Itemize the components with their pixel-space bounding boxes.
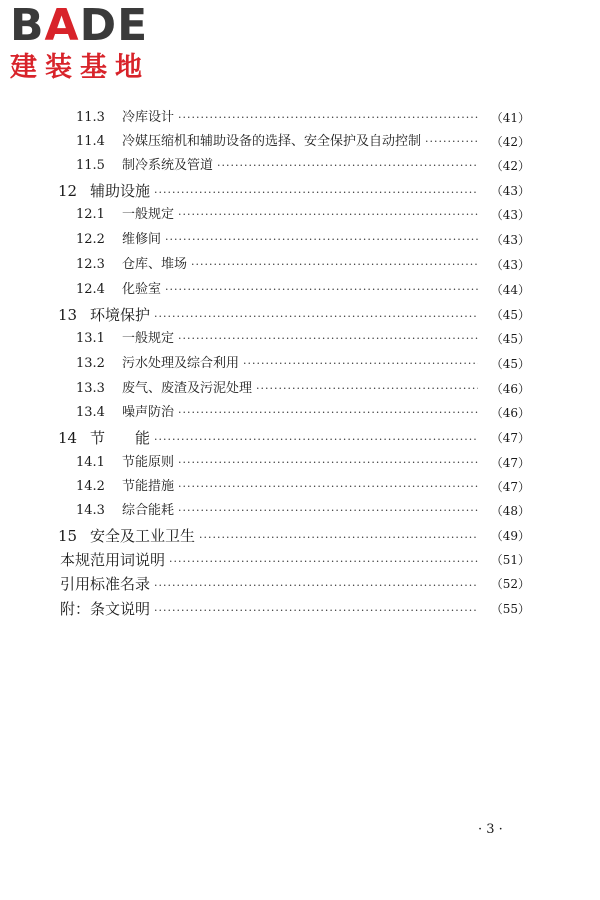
toc-entry-page: （47） [490,431,530,445]
toc-leader-dots [178,403,478,423]
toc-entry [76,501,530,521]
toc-entry-title: 冷媒压缩机和辅助设备的选择、安全保护及自动控制 [122,134,422,149]
logo-wordmark [10,2,180,50]
toc-leader-dots [199,528,478,548]
toc-leader-dots [178,108,478,128]
toc-entry [76,108,530,128]
toc-entry-number: 14.1 [76,455,105,470]
toc-entry [58,305,530,325]
toc-entry-page: （55） [490,602,530,616]
logo-letter-a: A [44,0,80,51]
toc-leader-dots [178,453,478,473]
toc-leader-dots [169,552,478,572]
toc-leader-dots [154,576,478,596]
toc-entry [76,280,530,300]
toc-leader-dots [256,379,478,399]
toc-entry-title: 化验室 [122,282,162,297]
logo-letters-de: DE [79,0,149,51]
toc-entry-number: 12.4 [76,282,105,297]
toc-entry-number: 14.3 [76,503,105,518]
toc-entry-page: （43） [490,233,530,247]
toc-entry-title: 节 能 [90,429,151,447]
toc-leader-dots [217,156,478,176]
toc-entry-number: 14 [58,429,78,447]
logo-tagline: 建装基地 [10,52,150,83]
page-number: · 3 · [478,822,503,837]
toc-leader-dots [191,255,478,275]
toc-leader-dots [178,477,478,497]
toc-entry-page: （52） [490,577,530,591]
toc-leader-dots [178,205,478,225]
toc-entry-title: 一般规定 [122,207,175,222]
toc-entry [76,379,530,399]
toc-entry-number: 12.2 [76,232,105,247]
toc-entry [76,453,530,473]
toc-entry [58,428,530,448]
toc-entry-page: （45） [490,332,530,346]
toc-entry-page: （44） [490,283,530,297]
toc-entry-page: （45） [490,357,530,371]
toc-entry-title: 安全及工业卫生 [90,527,196,545]
toc-entry [58,599,530,619]
toc-entry-title: 环境保护 [90,306,151,324]
toc-entry-number: 15 [58,527,78,545]
toc-entry-page: （42） [490,159,530,173]
toc-entry-page: （46） [490,382,530,396]
toc-entry-page: （41） [490,111,530,125]
toc-leader-dots [154,307,478,327]
toc-leader-dots [154,601,478,621]
toc-entry-number: 12.3 [76,257,105,272]
toc-leader-dots [165,230,478,250]
toc-entry [76,156,530,176]
toc-entry-title: 本规范用词说明 [60,551,166,569]
toc-entry [76,205,530,225]
toc-leader-dots [154,183,478,203]
toc-leader-dots [425,132,478,152]
logo-letter-b: B [10,0,45,51]
toc-entry-page: （43） [490,184,530,198]
toc-leader-dots [178,501,478,521]
toc-entry [76,403,530,423]
toc-leader-dots [178,329,478,349]
toc-entry-title: 综合能耗 [122,503,175,518]
toc-entry-title: 维修间 [122,232,162,247]
toc-leader-dots [165,280,478,300]
toc-entry-page: （47） [490,480,530,494]
brand-logo [10,2,180,86]
toc-leader-dots [154,430,478,450]
toc-entry-number: 11.4 [76,134,105,149]
toc-entry-page: （43） [490,258,530,272]
toc-entry [58,574,530,594]
toc-entry-title: 噪声防治 [122,405,175,420]
toc-entry-number: 13 [58,306,78,324]
toc-entry-page: （47） [490,456,530,470]
toc-entry-title: 制冷系统及管道 [122,158,214,173]
toc-entry-title: 冷库设计 [122,110,175,125]
toc-entry-title: 仓库、堆场 [122,257,188,272]
toc-entry-page: （48） [490,504,530,518]
toc-entry-title: 废气、废渣及污泥处理 [122,381,253,396]
toc-entry-page: （45） [490,308,530,322]
toc-entry-number: 13.4 [76,405,105,420]
toc-entry-page: （49） [490,529,530,543]
toc-entry-number: 13.3 [76,381,105,396]
toc-entry-page: （42） [490,135,530,149]
toc-entry [58,526,530,546]
toc-entry-title: 节能措施 [122,479,175,494]
toc-entry-title: 引用标准名录 [60,575,151,593]
toc-entry-title: 污水处理及综合利用 [122,356,240,371]
toc-entry-number: 14.2 [76,479,105,494]
toc-entry [76,477,530,497]
toc-entry-number: 12.1 [76,207,105,222]
toc-entry [76,329,530,349]
toc-entry [76,354,530,374]
toc-entry [58,550,530,570]
toc-leader-dots [243,354,478,374]
toc-entry [58,181,530,201]
toc-entry [76,255,530,275]
toc-entry [76,132,530,152]
toc-entry-number: 11.5 [76,158,105,173]
toc-entry-title: 附：条文说明 [60,600,151,618]
toc-entry-page: （46） [490,406,530,420]
toc-entry-number: 11.3 [76,110,105,125]
toc-entry-title: 节能原则 [122,455,175,470]
toc-entry-number: 13.2 [76,356,105,371]
toc-entry [76,230,530,250]
toc-entry-number: 13.1 [76,331,105,346]
toc-entry-title: 一般规定 [122,331,175,346]
toc-entry-page: （43） [490,208,530,222]
toc-entry-title: 辅助设施 [90,182,151,200]
toc-entry-page: （51） [490,553,530,567]
toc-entry-number: 12 [58,182,78,200]
